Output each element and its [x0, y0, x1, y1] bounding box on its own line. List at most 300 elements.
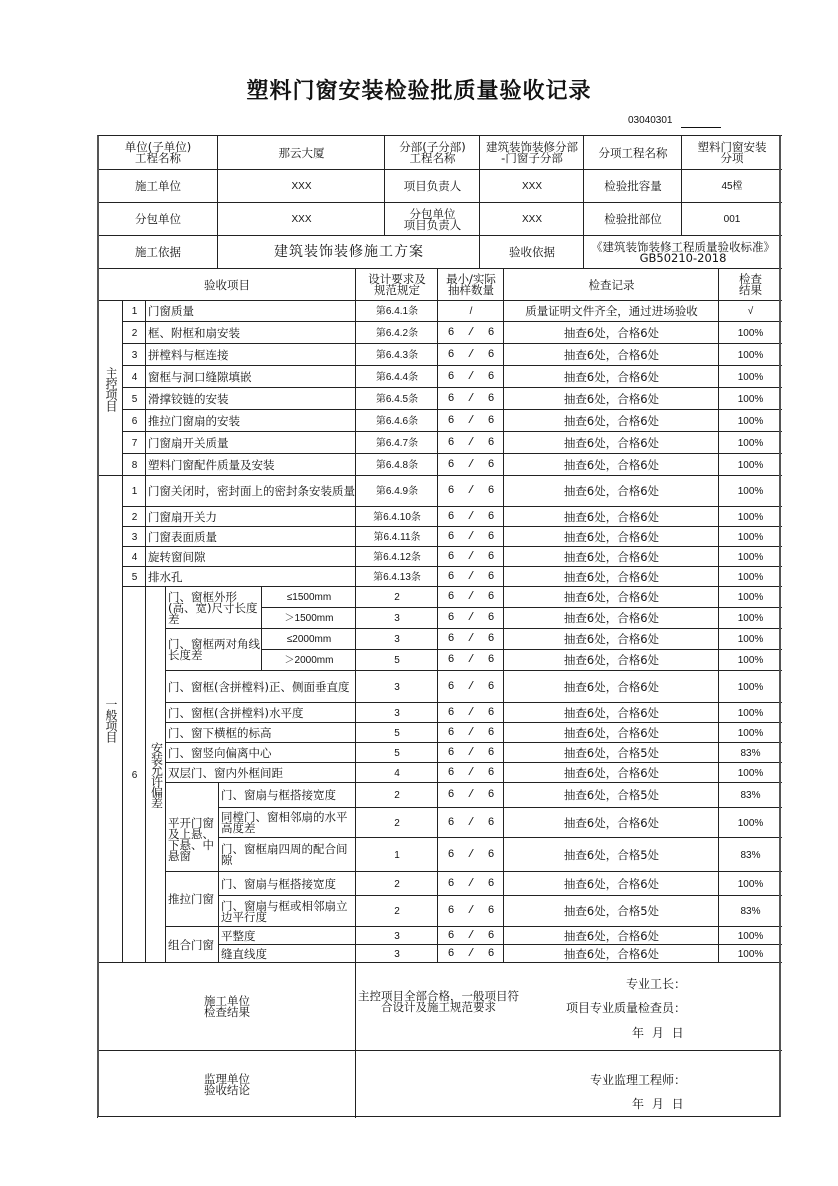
item-name-text: 窗框与洞口缝隙填嵌 — [148, 369, 252, 384]
capacity-label — [583, 169, 682, 203]
item-name-text: 推拉门窗扇的安装 — [148, 413, 240, 428]
item-spec-text: 第6.4.1条 — [375, 306, 419, 317]
sample-actual: 6 — [487, 654, 495, 666]
item-record-text: 抽查6处，合格6处 — [563, 569, 660, 584]
location-value-text: 001 — [723, 214, 741, 225]
item-result-text: 100% — [737, 459, 764, 471]
item-result-text: 100% — [737, 634, 764, 645]
sample-count — [437, 365, 504, 388]
item-name — [145, 343, 356, 366]
tolerance-item-name — [165, 702, 356, 723]
item-name — [145, 300, 356, 322]
sample-min: 6 — [447, 414, 455, 427]
item-result — [718, 628, 782, 650]
item-spec — [355, 742, 438, 763]
contractor-label-text: 施工单位 — [135, 179, 181, 193]
sample-actual: 6 — [487, 633, 495, 645]
item-name-text: 滑撑铰链的安装 — [148, 391, 229, 406]
item-name — [145, 453, 356, 476]
item-record — [503, 702, 719, 723]
item-spec — [355, 546, 438, 567]
sample-count — [437, 807, 504, 838]
sample-min: 6 — [447, 436, 455, 449]
sample-min: 6 — [447, 458, 455, 471]
item-no — [122, 475, 146, 507]
tolerance-group-text: 门、窗框外形(高、宽)尺寸长度差 — [168, 589, 258, 626]
sample-separator: / — [467, 766, 475, 779]
item-record — [503, 837, 719, 872]
tolerance-item-name-text: 同樘门、窗相邻扇的水平高度差 — [221, 810, 348, 835]
item-no — [122, 387, 146, 410]
main-control-label — [97, 300, 123, 476]
sample-separator: / — [467, 633, 475, 645]
sample-actual: 6 — [487, 485, 495, 497]
item-result — [718, 321, 782, 344]
item-no-text: 5 — [131, 393, 138, 405]
item-record-text: 抽查6处，合格6处 — [563, 725, 660, 740]
capacity-value — [681, 169, 782, 203]
sample-actual: 6 — [487, 680, 495, 693]
sample-count — [437, 837, 504, 872]
item-spec — [355, 321, 438, 344]
item-spec-text: 3 — [394, 613, 400, 624]
sample-separator: / — [467, 612, 475, 624]
item-no-text: 3 — [131, 531, 138, 543]
col-result-text: 检查 结果 — [739, 272, 762, 297]
contractor-value-text: XXX — [291, 181, 312, 192]
item-result-text: 100% — [737, 817, 764, 829]
item-no-text: 2 — [131, 327, 138, 339]
sub-pm-label-text: 分包单位 项目负责人 — [403, 206, 462, 232]
sample-separator: / — [467, 929, 475, 942]
sample-count — [437, 944, 504, 963]
item-spec-text: 5 — [394, 727, 400, 739]
sample-count — [437, 475, 504, 507]
item-spec — [355, 409, 438, 432]
sample-actual: 6 — [487, 877, 495, 890]
subitem-value-text: 塑料门窗安装 分项 — [697, 140, 767, 165]
tolerance-item-name — [165, 742, 356, 763]
item-name-text: 门窗扇开关质量 — [148, 435, 229, 450]
item-result-text: 100% — [737, 349, 764, 361]
division-value-text: 建筑装饰装修分部 -门窗子分部 — [486, 140, 578, 165]
item-name-text: 门窗表面质量 — [148, 529, 217, 544]
item-result-text: 100% — [737, 655, 764, 666]
contractor-result-label — [97, 962, 356, 1051]
sample-min: 6 — [447, 726, 455, 739]
item-record — [503, 649, 719, 671]
tolerance-group-text: 门、窗框两对角线长度差 — [168, 637, 260, 662]
item-spec — [355, 453, 438, 476]
item-name-text: 门窗质量 — [148, 304, 194, 318]
item-spec-text: 第6.4.6条 — [375, 415, 419, 427]
subitem-label-text: 分项工程名称 — [598, 145, 668, 160]
tolerance-item-name-text: 门、窗框扇四周的配合间隙 — [221, 842, 348, 867]
acceptance-basis-label — [479, 235, 584, 269]
item-record — [503, 762, 719, 783]
tolerance-group — [165, 871, 219, 927]
sample-min: 6 — [447, 654, 455, 666]
location-label-text: 检验批部位 — [604, 212, 662, 226]
tolerance-item-name-text: 双层门、窗内外框间距 — [168, 765, 283, 780]
item-spec — [355, 722, 438, 743]
item-result-text: 83% — [740, 849, 761, 861]
tolerance-group — [165, 628, 262, 671]
item-result — [718, 649, 782, 671]
tolerance-no-text: 6 — [131, 769, 138, 781]
sample-count — [437, 895, 504, 927]
general-label — [97, 475, 123, 963]
sample-actual: 6 — [487, 550, 495, 563]
item-spec — [355, 387, 438, 410]
item-spec-text: 3 — [394, 634, 400, 645]
item-spec — [355, 526, 438, 547]
item-no — [122, 321, 146, 344]
item-name — [145, 365, 356, 388]
tolerance-no — [122, 586, 146, 963]
pm-label — [384, 169, 480, 203]
item-spec-text: 第6.4.12条 — [373, 551, 421, 563]
item-result — [718, 343, 782, 366]
sample-separator: / — [467, 789, 475, 801]
item-name-text: 门窗关闭时，密封面上的密封条安装质量 — [148, 484, 355, 498]
item-record-text: 抽查6处，合格6处 — [563, 413, 660, 428]
item-spec-text: 第6.4.9条 — [375, 486, 419, 497]
sample-separator: / — [467, 570, 475, 583]
sample-separator: / — [467, 848, 475, 861]
item-result — [718, 722, 782, 743]
item-spec — [355, 586, 438, 608]
location-label — [583, 202, 682, 236]
sample-min: 6 — [447, 612, 455, 624]
sample-actual: 6 — [487, 905, 495, 917]
sample-min: 6 — [447, 947, 455, 960]
item-spec-text: 第6.4.3条 — [375, 349, 419, 361]
item-result — [718, 566, 782, 587]
item-no — [122, 526, 146, 547]
item-spec — [355, 566, 438, 587]
item-record-text: 抽查6处，合格6处 — [563, 457, 660, 472]
subcontractor-label — [97, 202, 218, 236]
item-record — [503, 431, 719, 454]
date-1: 年 月 日 — [632, 1026, 684, 1040]
item-record — [503, 506, 719, 527]
basis-value-text: 建筑装饰装修施工方案 — [274, 244, 424, 260]
col-design — [355, 268, 438, 301]
item-result-text: 100% — [737, 486, 764, 497]
item-result — [718, 546, 782, 567]
item-no — [122, 365, 146, 388]
item-result-text: 100% — [737, 437, 764, 449]
item-spec-text: 4 — [394, 767, 400, 779]
item-result-text: √ — [747, 306, 754, 317]
item-record-text: 抽查6处，合格6处 — [563, 765, 660, 780]
item-result-text: 100% — [737, 531, 764, 543]
sample-count — [437, 762, 504, 783]
item-no-text: 3 — [131, 349, 138, 361]
item-record — [503, 782, 719, 808]
item-record — [503, 944, 719, 963]
item-name-text: 排水孔 — [148, 569, 183, 584]
sample-separator: / — [467, 392, 475, 405]
item-name-text: 塑料门窗配件质量及安装 — [148, 457, 275, 472]
item-name — [145, 321, 356, 344]
subcontractor-label-text: 分包单位 — [135, 212, 181, 226]
sample-actual: 6 — [487, 706, 495, 719]
item-name-text: 门窗扇开关力 — [148, 509, 217, 524]
item-name — [145, 506, 356, 527]
sample-count — [437, 566, 504, 587]
sample-count — [437, 409, 504, 432]
sub-pm-label — [384, 202, 480, 236]
item-spec — [355, 475, 438, 507]
item-record — [503, 387, 719, 410]
tolerance-item-name-text: 门、窗框(含拼樘料)正、侧面垂直度 — [168, 679, 350, 694]
item-record — [503, 871, 719, 896]
item-spec-text: 第6.4.5条 — [375, 393, 419, 405]
col-sample-text: 最小/实际 抽样数量 — [446, 272, 496, 297]
item-no — [122, 506, 146, 527]
item-record — [503, 409, 719, 432]
item-result-text: 100% — [737, 415, 764, 427]
sample-min: 6 — [447, 848, 455, 861]
sample-actual: 6 — [487, 789, 495, 801]
tolerance-label — [145, 586, 166, 963]
item-record-text: 抽查6处，合格5处 — [563, 788, 660, 802]
item-spec-text: 2 — [394, 906, 400, 917]
item-result — [718, 387, 782, 410]
sample-separator: / — [467, 550, 475, 563]
division-label — [384, 135, 480, 170]
item-result — [718, 526, 782, 547]
sample-actual: 6 — [487, 370, 495, 383]
sample-min: 6 — [447, 789, 455, 801]
tolerance-item-name — [261, 607, 356, 629]
tolerance-item-name-text: ＞2000mm — [284, 655, 334, 666]
sample-actual: 6 — [487, 414, 495, 427]
col-sample — [437, 268, 504, 301]
item-no — [122, 343, 146, 366]
item-spec — [355, 926, 438, 945]
sample-count — [437, 321, 504, 344]
tolerance-item-name — [261, 628, 356, 650]
item-no-text: 1 — [131, 306, 138, 317]
item-spec — [355, 506, 438, 527]
item-result-text: 100% — [737, 371, 764, 383]
item-spec-text: 3 — [394, 681, 400, 693]
item-spec — [355, 649, 438, 671]
item-result-text: 100% — [737, 592, 764, 603]
item-result — [718, 762, 782, 783]
item-result — [718, 586, 782, 608]
sample-count — [437, 926, 504, 945]
item-spec — [355, 431, 438, 454]
tolerance-item-name-text: 门、窗框(含拼樘料)水平度 — [168, 705, 304, 720]
sample-count — [437, 506, 504, 527]
sample-actual: 6 — [487, 348, 495, 361]
tolerance-item-name — [218, 944, 356, 963]
sample-min: 6 — [447, 550, 455, 563]
tolerance-item-name — [261, 649, 356, 671]
tolerance-item-name-text: 门、窗扇与框或相邻扇立边平行度 — [221, 898, 348, 924]
sample-actual: 6 — [487, 848, 495, 861]
basis-label — [97, 235, 218, 269]
item-spec — [355, 365, 438, 388]
sample-min: 6 — [447, 905, 455, 917]
contractor-label — [97, 169, 218, 203]
sample-count — [437, 546, 504, 567]
item-record-text: 抽查6处，合格6处 — [563, 705, 660, 720]
sample-actual: 6 — [487, 436, 495, 449]
item-record-text: 抽查6处，合格6处 — [563, 590, 660, 604]
sample-actual: 6 — [487, 530, 495, 543]
item-spec-text: 3 — [394, 948, 400, 960]
item-record — [503, 742, 719, 763]
col-record — [503, 268, 719, 301]
item-record — [503, 526, 719, 547]
tolerance-item-name-text: 缝直线度 — [221, 946, 267, 961]
item-record — [503, 807, 719, 838]
item-record-text: 抽查6处，合格5处 — [563, 847, 660, 862]
item-name — [145, 409, 356, 432]
sample-min: 6 — [447, 766, 455, 779]
item-result-text: 100% — [737, 511, 764, 523]
item-no-text: 4 — [131, 551, 138, 563]
tolerance-label-text: 安装允许偏差 — [149, 742, 164, 808]
item-spec-text: 第6.4.8条 — [375, 459, 419, 471]
acceptance-basis-value-text: 《建筑装饰装修工程质量验收标准》 GB50210-2018 — [591, 239, 775, 265]
sample-actual: 6 — [487, 326, 495, 339]
item-no-text: 2 — [131, 511, 138, 523]
sample-count — [437, 607, 504, 629]
item-record-text: 抽查6处，合格6处 — [563, 347, 660, 362]
item-no — [122, 409, 146, 432]
supervisor-label — [97, 1050, 356, 1118]
item-record-text: 抽查6处，合格6处 — [563, 369, 660, 384]
subcontractor-value-text: XXX — [291, 214, 312, 225]
sub-pm-value — [479, 202, 584, 236]
item-result — [718, 944, 782, 963]
col-record-text: 检查记录 — [588, 277, 635, 292]
sample-count — [437, 431, 504, 454]
acceptance-basis-label-text: 验收依据 — [509, 245, 555, 259]
inspector-signature: 项目专业质量检查员： — [565, 1001, 686, 1015]
item-result-text: 100% — [737, 767, 764, 779]
sample-count — [437, 526, 504, 547]
sample-separator: / — [467, 370, 475, 383]
item-result-text: 100% — [737, 571, 764, 583]
supervisor-result-area — [355, 1050, 782, 1118]
general-label-text: 一般项目 — [104, 697, 118, 742]
sample-separator: / — [467, 414, 475, 427]
sub-pm-value-text: XXX — [521, 214, 542, 225]
item-spec — [355, 300, 438, 322]
item-record — [503, 895, 719, 927]
tolerance-group — [165, 926, 219, 963]
subitem-value — [681, 135, 782, 170]
item-spec — [355, 628, 438, 650]
item-spec-text: 3 — [394, 707, 400, 719]
tolerance-item-name — [165, 722, 356, 743]
item-no-text: 5 — [131, 571, 138, 583]
sample-count — [437, 702, 504, 723]
date-2: 年 月 日 — [632, 1097, 684, 1111]
item-result — [718, 475, 782, 507]
sample-separator: / — [467, 746, 475, 759]
item-no-text: 1 — [131, 486, 138, 497]
item-record-text: 抽查6处，合格6处 — [563, 549, 660, 564]
sample-separator: / — [467, 348, 475, 361]
item-spec-text: 2 — [394, 592, 400, 603]
tolerance-item-name-text: 平整度 — [221, 928, 256, 943]
item-spec-text: 第6.4.10条 — [373, 511, 421, 523]
item-record-text: 抽查6处，合格6处 — [563, 815, 660, 830]
sample-actual: 6 — [487, 392, 495, 405]
item-no-text: 4 — [131, 371, 138, 383]
sample-count-text: / — [469, 306, 473, 317]
tolerance-item-name — [218, 871, 356, 896]
page-title: 塑料门窗安装检验批质量验收记录 — [246, 78, 592, 104]
item-spec-text: 第6.4.11条 — [373, 531, 421, 543]
sample-actual: 6 — [487, 510, 495, 523]
item-result-text: 100% — [737, 393, 764, 405]
item-result — [718, 871, 782, 896]
tolerance-item-name-text: 门、窗扇与框搭接宽度 — [221, 788, 336, 802]
tolerance-item-name — [218, 895, 356, 927]
sample-separator: / — [467, 458, 475, 471]
tolerance-group-text: 组合门窗 — [168, 937, 214, 952]
item-result-text: 83% — [740, 790, 761, 801]
tolerance-group-text: 平开门窗及上悬、下悬、中悬窗 — [168, 815, 214, 863]
item-record-text: 抽查6处，合格6处 — [563, 946, 660, 961]
sample-separator: / — [467, 726, 475, 739]
item-record-text: 抽查6处，合格6处 — [563, 391, 660, 406]
sample-actual: 6 — [487, 746, 495, 759]
sample-separator: / — [467, 816, 475, 829]
item-record — [503, 546, 719, 567]
item-spec-text: 5 — [394, 747, 400, 759]
item-record — [503, 453, 719, 476]
sample-min: 6 — [447, 485, 455, 497]
unit-project-value — [217, 135, 385, 170]
unit-project-label-text: 单位(子单位) 工程名称 — [124, 140, 192, 165]
sample-count — [437, 782, 504, 808]
sample-separator: / — [467, 680, 475, 693]
item-result-text: 100% — [737, 948, 764, 960]
item-spec-text: 第6.4.13条 — [373, 571, 421, 583]
capacity-label-text: 检验批容量 — [604, 179, 662, 193]
sample-count — [437, 871, 504, 896]
sample-separator: / — [467, 947, 475, 960]
subitem-label — [583, 135, 682, 170]
col-result — [718, 268, 782, 301]
item-spec — [355, 807, 438, 838]
item-record-text: 抽查6处，合格6处 — [563, 876, 660, 891]
tolerance-item-name — [261, 586, 356, 608]
contractor-value — [217, 169, 385, 203]
item-record — [503, 321, 719, 344]
basis-label-text: 施工依据 — [135, 245, 181, 259]
item-record — [503, 722, 719, 743]
sample-count — [437, 649, 504, 671]
sample-count — [437, 453, 504, 476]
capacity-value-text: 45樘 — [721, 181, 743, 192]
sample-separator: / — [467, 326, 475, 339]
item-record — [503, 670, 719, 703]
item-spec — [355, 895, 438, 927]
item-result — [718, 670, 782, 703]
item-spec-text: 第6.4.2条 — [375, 327, 419, 339]
